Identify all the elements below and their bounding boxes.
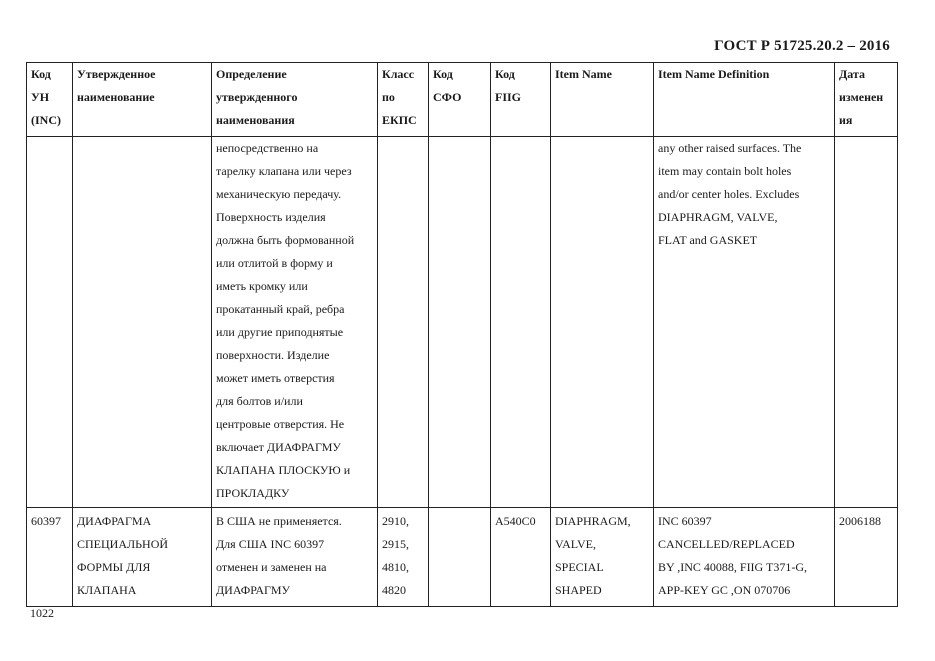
cell-text-line: СФО (433, 90, 462, 104)
cell-text-line: наименования (216, 113, 295, 127)
cell-text-line: 4810, (382, 560, 409, 574)
cell-text-line: ПРОКЛАДКУ (216, 486, 290, 500)
cell-class (378, 137, 429, 508)
cell-text-line: FIIG (495, 90, 522, 104)
header-sfo (429, 63, 491, 137)
cell-text-line: поверхности. Изделие (216, 348, 330, 362)
header-inc (27, 63, 73, 137)
cell-text-line: включает ДИАФРАГМУ (216, 440, 341, 454)
cell-text-line: Код (433, 67, 453, 81)
cell-text-line: any other raised surfaces. The (658, 141, 802, 155)
cell-text-line: APP-KEY GC ,ON 070706 (658, 583, 791, 597)
cell-text-line: Код (31, 67, 51, 81)
cell-text-line: ЕКПС (382, 113, 417, 127)
header-date (835, 63, 898, 137)
cell-text-line: DIAPHRAGM, (555, 514, 631, 528)
cell-text-line: для болтов и/или (216, 394, 303, 408)
cell-text-line: Для США INC 60397 (216, 537, 325, 551)
cell-inc (27, 508, 73, 607)
table-row-continued (27, 137, 898, 508)
cell-text-line: или другие приподнятые (216, 325, 344, 339)
document-title: ГОСТ Р 51725.20.2 – 2016 (714, 38, 890, 54)
cell-text-line: ДИАФРАГМУ (216, 583, 290, 597)
cell-text-line: CANCELLED/REPLACED (658, 537, 795, 551)
cell-text-line: DIAPHRAGM, VALVE, (658, 210, 778, 224)
cell-date (835, 137, 898, 508)
page-number: 1022 (30, 606, 54, 620)
cell-text-line: 2006188 (839, 514, 881, 528)
header-fiig (491, 63, 551, 137)
cell-item-name-definition (654, 137, 835, 508)
cell-text-line: Утвержденное (77, 67, 156, 81)
cell-text-line: 4820 (382, 583, 406, 597)
cell-text-line: утвержденного (216, 90, 298, 104)
table-row (27, 508, 898, 607)
cell-fiig (491, 508, 551, 607)
cell-item-name (551, 137, 654, 508)
header-item-name-definition (654, 63, 835, 137)
cell-text-line: изменен (839, 90, 884, 104)
header-approved-name (73, 63, 212, 137)
cell-text-line: Класс (382, 67, 415, 81)
header-class (378, 63, 429, 137)
cell-date (835, 508, 898, 607)
cell-definition (212, 508, 378, 607)
cell-text-line: иметь кромку или (216, 279, 308, 293)
table-header-row (27, 63, 898, 137)
cell-text-line: отменен и заменен на (216, 560, 327, 574)
cell-sfo (429, 508, 491, 607)
cell-text-line: and/or center holes. Excludes (658, 187, 800, 201)
cell-text-line: прокатанный край, ребра (216, 302, 345, 316)
cell-item-name (551, 508, 654, 607)
cell-name (73, 508, 212, 607)
cell-text-line: BY ,INC 40088, FIIG T371-G, (658, 560, 807, 574)
cell-text-line: item may contain bolt holes (658, 164, 792, 178)
cell-text-line: СПЕЦИАЛЬНОЙ (77, 537, 169, 551)
cell-text-line: В США не применяется. (216, 514, 342, 528)
cell-inc (27, 137, 73, 508)
cell-text-line: должна быть формованной (216, 233, 355, 247)
cell-text-line: (INC) (31, 113, 61, 127)
cell-text-line: КЛАПАНА (77, 583, 137, 597)
cell-definition (212, 137, 378, 508)
cell-text-line: Поверхность изделия (216, 210, 326, 224)
cell-class (378, 508, 429, 607)
cell-text-line: тарелку клапана или через (216, 164, 352, 178)
cell-text-line: SHAPED (555, 583, 602, 597)
cell-text-line: центровые отверстия. Не (216, 417, 345, 431)
cell-text-line: Определение (216, 67, 287, 81)
cell-text-line: 2910, (382, 514, 409, 528)
header-definition (212, 63, 378, 137)
cell-text-line: Дата (839, 67, 865, 81)
cell-text-line: ФОРМЫ ДЛЯ (77, 560, 151, 574)
cell-item-name-definition (654, 508, 835, 607)
cell-text-line: КЛАПАНА ПЛОСКУЮ и (216, 463, 351, 477)
cell-name (73, 137, 212, 508)
cell-text-line: Item Name (555, 67, 612, 81)
header-item-name (551, 63, 654, 137)
cell-text-line: INC 60397 (658, 514, 712, 528)
cell-text-line: SPECIAL (555, 560, 604, 574)
cell-text-line: по (382, 90, 395, 104)
cell-text-line: может иметь отверстия (216, 371, 335, 385)
cell-text-line: ия (839, 113, 853, 127)
cell-text-line: FLAT and GASKET (658, 233, 758, 247)
cell-text-line: 60397 (31, 514, 61, 528)
cell-text-line: VALVE, (555, 537, 597, 551)
cell-text-line: Item Name Definition (658, 67, 770, 81)
cell-text-line: 2915, (382, 537, 409, 551)
cell-text-line: или отлитой в форму и (216, 256, 333, 270)
gost-table (26, 62, 898, 607)
cell-fiig (491, 137, 551, 508)
cell-sfo (429, 137, 491, 508)
cell-text-line: наименование (77, 90, 155, 104)
cell-text-line: A540C0 (495, 514, 536, 528)
cell-text-line: непосредственно на (216, 141, 319, 155)
cell-text-line: механическую передачу. (216, 187, 342, 201)
cell-text-line: УН (31, 90, 50, 104)
cell-text-line: Код (495, 67, 515, 81)
cell-text-line: ДИАФРАГМА (77, 514, 152, 528)
